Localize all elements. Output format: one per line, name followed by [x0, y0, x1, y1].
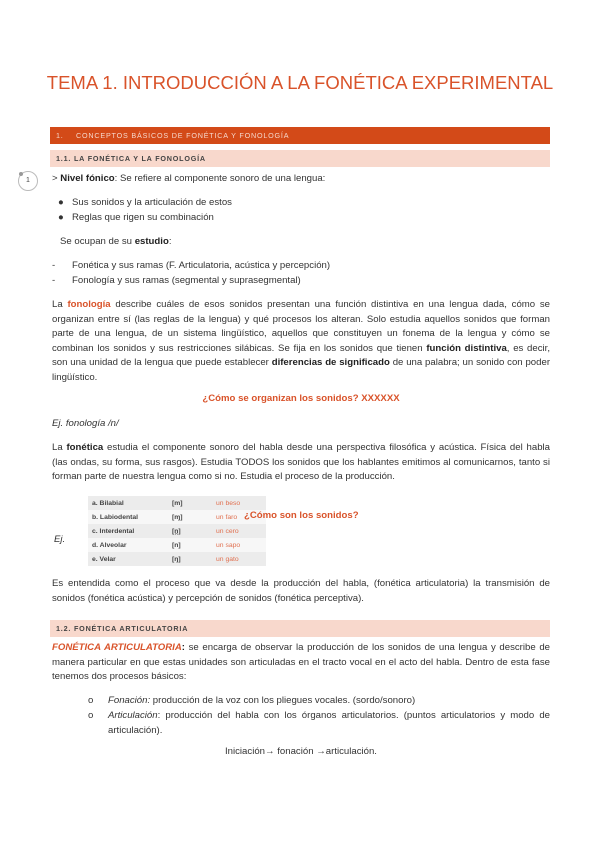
- list-item: [58, 196, 556, 211]
- prefix: un: [216, 541, 224, 549]
- table-row: [88, 510, 266, 524]
- list-item-text: Fonética y sus ramas (F. Articulatoria, acústica y percepción): [72, 260, 331, 271]
- section-number: 1.: [56, 131, 64, 140]
- text: La: [52, 299, 68, 310]
- section-label: CONCEPTOS BÁSICOS DE FONÉTICA Y FONOLOGÍA: [76, 131, 290, 140]
- process-text: : producción del habla con los órganos articulatorios. (puntos articulatorios y modo de articulación).: [108, 710, 550, 736]
- subsection-heading-1-1: 1.1. LA FONÉTICA Y LA FONOLOGÍA: [50, 150, 550, 167]
- nivel-text: : Se refiere al componente sonoro de una lengua:: [114, 173, 326, 184]
- example-fonologia: Ej. fonología /n/: [52, 418, 119, 429]
- dash-icon: -: [52, 260, 56, 271]
- example-table: [88, 496, 266, 566]
- subsection-heading-1-2: 1.2. FONÉTICA ARTICULATORIA: [50, 620, 550, 637]
- place-label: b. Labiodental: [92, 513, 139, 521]
- table-row: [88, 524, 266, 538]
- list-item-text: Fonología y sus ramas (segmental y suprasegmental): [72, 275, 301, 286]
- dash-icon: -: [52, 275, 56, 286]
- example-label: Ej.: [54, 534, 66, 545]
- question-como-son: ¿Cómo son los sonidos?: [244, 510, 359, 521]
- list-item-text: Reglas que rigen su combinación: [72, 212, 214, 223]
- table-row: [88, 552, 266, 566]
- ocupan-line: [60, 235, 558, 250]
- term-fonetica: fonética: [66, 442, 104, 453]
- page-title: TEMA 1. INTRODUCCIÓN A LA FONÉTICA EXPERIMENTAL: [46, 72, 554, 93]
- prefix: un: [216, 555, 224, 563]
- ipa-symbol: [ŋ]: [172, 555, 181, 563]
- word: cero: [223, 527, 239, 535]
- prefix: un: [216, 527, 224, 535]
- prefix: un: [216, 513, 224, 521]
- term-fonologia: fonología: [67, 299, 111, 310]
- list-item-text: Sus sonidos y la articulación de estos: [72, 197, 232, 208]
- nivel-term: Nivel fónico: [60, 173, 115, 184]
- example-word: [212, 552, 266, 566]
- bullet-icon: ●: [58, 212, 64, 223]
- text: se encarga de observar la producción de los sonidos de una lengua y describe de manera particular en que estas unidades son articuladas en el tracto vocal en el acto del habla. Dentro de esta fase tenemos dos procesos básicos:: [52, 642, 550, 682]
- example-word: [212, 496, 266, 510]
- text: La: [52, 442, 67, 453]
- word: sapo: [223, 541, 241, 549]
- nivel-fonico-line: [52, 172, 550, 187]
- word: faro: [223, 513, 238, 521]
- paragraph-entendida: Es entendida como el proceso que va desde la producción del habla, (fonética articulatoria) la transmisión de sonidos (fonética acústica) y percepción de sonidos (fonética perceptiva).: [52, 578, 550, 604]
- table-row: [88, 538, 266, 552]
- sequence-line: Iniciación→ fonación →articulación.: [225, 746, 377, 757]
- text: :: [168, 236, 172, 247]
- process-term: Articulación: [108, 710, 158, 721]
- bold-term: estudio: [134, 236, 169, 247]
- ipa-symbol: [m]: [172, 499, 183, 507]
- place-label: d. Alveolar: [92, 541, 127, 549]
- text: Se ocupan de su: [60, 236, 135, 247]
- ipa-symbol: [n]: [172, 541, 181, 549]
- place-label: c. Interdental: [92, 527, 135, 535]
- paragraph-articulatoria: [52, 641, 550, 685]
- list-item: [52, 274, 550, 289]
- process-text: producción de la voz con los pliegues vocales. (sordo/sonoro): [150, 695, 416, 706]
- place-label: a. Bilabial: [92, 499, 124, 507]
- bullet-icon: ●: [58, 197, 64, 208]
- list-item: [52, 259, 550, 274]
- ipa-symbol: [ɱ]: [172, 513, 183, 521]
- bold-term: diferencias de significado: [271, 357, 390, 368]
- text: describe cuáles de esos sonidos presentan una función distintiva en una lengua dada, cómo se organizan entre sí (las reglas de la lengua) y qué procesos los alteran. Solo estudia aquellos sonidos que forman parte de una lengua, de un sistema lingüístico, aquellos que constituyen un fonema de la lengua y cómo se combinan los sonidos y sus restricciones silábicas. Se fija en los sonidos que tienen: [52, 299, 550, 354]
- list-item: [88, 694, 550, 709]
- text: estudia el componente sonoro del habla desde una perspectiva filosófica y acústica. Física del habla (las ondas, su forma, sus rasgos). Estudia TODOS los sonidos que los hablantes emitimos al comunicarnos, tanto si forman parte de nuestra lengua como si no. Estudia el proceso de la producción.: [52, 442, 550, 482]
- list-item: [58, 211, 556, 226]
- term-fonetica-articulatoria: FONÉTICA ARTICULATORIA: [52, 642, 182, 653]
- question-organizan: ¿Cómo se organizan los sonidos? XXXXXX: [202, 393, 400, 404]
- comment-marker[interactable]: 1: [18, 171, 38, 191]
- word: gato: [223, 555, 239, 563]
- colon: :: [181, 642, 185, 653]
- bold-term: función distintiva: [426, 342, 507, 354]
- prefix: >: [52, 173, 61, 184]
- paragraph-fonologia: [52, 298, 550, 385]
- word: beso: [223, 499, 241, 507]
- circle-bullet-icon: o: [88, 695, 94, 706]
- text: , es decir, son una unidad de la lengua que puede establecer: [52, 342, 550, 368]
- place-label: e. Velar: [92, 555, 116, 563]
- process-term: Fonación:: [108, 695, 151, 706]
- text: de una palabra; un sonido con poder lingüístico.: [52, 357, 551, 383]
- section-heading-1: [50, 127, 550, 144]
- example-word: [212, 538, 266, 552]
- example-word: [212, 524, 266, 538]
- table-row: [88, 496, 266, 510]
- list-item: [88, 709, 550, 738]
- circle-bullet-icon: o: [88, 710, 94, 721]
- prefix: un: [216, 499, 224, 507]
- paragraph-fonetica: [52, 441, 550, 485]
- ipa-symbol: [n̪]: [172, 527, 181, 535]
